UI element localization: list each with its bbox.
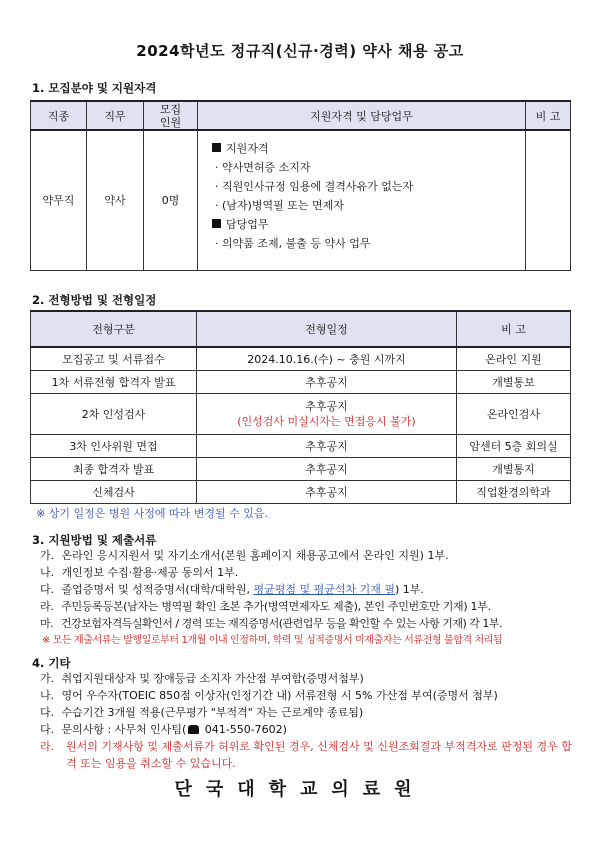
table-row <box>31 458 571 481</box>
item-label: 나. <box>40 566 55 579</box>
item-text: ) 1부. <box>395 583 424 596</box>
item-text: 원서의 기재사항 및 제출서류가 허위로 확인된 경우, 신체검사 및 신원조회결과 부적격자로 판정된 경우 합격 또는 임용을 취소할 수 있습니다. <box>66 740 572 770</box>
remark-cell: 암센터 5층 회의실 <box>457 435 571 458</box>
item-label: 다. <box>40 706 55 719</box>
list-item <box>36 704 576 721</box>
schedule-cell <box>197 394 457 435</box>
item-text: 문의사항 : 사무처 인사팀( <box>61 723 187 736</box>
other-list <box>36 670 576 772</box>
item-text: 주민등록등본(남자는 병역필 확인 초본 추가(병역면제자도 제출), 본인 주민번호만 기재) 1부. <box>61 600 491 613</box>
qual-heading <box>212 139 519 158</box>
schedule-text: 추후공지 <box>305 400 348 413</box>
schedule-cell: 2024.10.16.(수) ~ 충원 시까지 <box>197 347 457 371</box>
item-text: 온라인 응시지원서 및 자기소개서(본원 홈페이지 채용공고에서 온라인 지원) 1부. <box>61 549 449 562</box>
schedule-warning: (인성검사 미실시자는 면접응시 불가) <box>237 415 416 428</box>
item-text: 041-550-7602) <box>201 723 287 736</box>
schedule-cell: 추후공지 <box>197 435 457 458</box>
header-count-label: 모집 인원 <box>159 102 182 129</box>
list-item <box>36 687 576 704</box>
header-duty: 직무 <box>87 101 144 130</box>
item-highlight: 평균평점 및 평균석차 기재 필 <box>253 583 395 596</box>
section2-heading: 2. 전형방법 및 전형일정 <box>32 293 157 307</box>
item-text: 취업지원대상자 및 장애등급 소지자 가산점 부여함(증명서첨부) <box>61 672 364 685</box>
item-label: 가. <box>40 672 55 685</box>
schedule-cell: 추후공지 <box>197 458 457 481</box>
item-text: 수습기간 3개월 적용(근무평가 "부적격" 자는 근로계약 종료됨) <box>61 706 364 719</box>
cell-duty: 약사 <box>87 130 144 270</box>
duty-item: · 의약품 조제, 불출 등 약사 업무 <box>215 237 371 250</box>
stage-cell: 3차 인사위원 면접 <box>31 435 197 458</box>
remark-cell: 온라인 지원 <box>457 347 571 371</box>
section4-heading: 4. 기타 <box>32 656 71 670</box>
list-item <box>36 721 576 738</box>
section1-heading: 1. 모집분야 및 지원자격 <box>32 81 157 95</box>
recruitment-table <box>30 100 571 271</box>
table-row <box>31 435 571 458</box>
stage-cell: 모집공고 및 서류접수 <box>31 347 197 371</box>
cell-job-type: 약무직 <box>31 130 87 270</box>
item-text: 영어 우수자(TOEIC 850점 이상자(인정기간 내) 서류전형 시 5% 가산점 부여(증명서 첨부) <box>61 689 498 702</box>
header-count <box>144 101 198 130</box>
header-job-type: 직종 <box>31 101 87 130</box>
documents-warning: ※ 모든 제출서류는 발행일로부터 1개월 이내 인정하며, 학력 및 성적증명서 미제출자는 서류전형 불합격 처리됨 <box>42 635 503 646</box>
square-bullet-icon <box>212 219 221 228</box>
list-item <box>36 581 576 598</box>
stage-cell: 2차 인성검사 <box>31 394 197 435</box>
cell-note <box>526 130 571 270</box>
header-note: 비 고 <box>526 101 571 130</box>
qual-item: · 약사면허증 소지자 <box>215 161 311 174</box>
list-item <box>36 615 576 632</box>
remark-cell: 개별통보 <box>457 371 571 394</box>
item-text: 건강보험자격득실확인서 / 경력 또는 재직증명서(관련업무 등을 확인할 수 있는 사항 기재) 각 1부. <box>61 617 503 630</box>
header-stage: 전형구분 <box>31 311 197 347</box>
table-row <box>31 394 571 435</box>
schedule-cell: 추후공지 <box>197 371 457 394</box>
header-schedule: 전형일정 <box>197 311 457 347</box>
table-row <box>31 347 571 371</box>
duty-heading <box>212 215 519 234</box>
header-remark: 비 고 <box>457 311 571 347</box>
item-label: 가. <box>40 549 55 562</box>
remark-cell: 직업환경의학과 <box>457 481 571 504</box>
stage-cell: 최종 합격자 발표 <box>31 458 197 481</box>
qual-item: · 직원인사규정 임용에 결격사유가 없는자 <box>215 180 414 193</box>
item-label: 라. <box>40 600 54 613</box>
item-text: 졸업증명서 및 성적증명서(대학/대학원, <box>61 583 254 596</box>
cell-count: 0명 <box>144 130 198 270</box>
qual-item: · (남자)병역필 또는 면제자 <box>215 199 344 212</box>
schedule-table <box>30 310 571 504</box>
section3-heading: 3. 지원방법 및 제출서류 <box>32 533 157 547</box>
schedule-footnote: ※ 상기 일정은 병원 사정에 따라 변경될 수 있음. <box>36 507 268 520</box>
table-row <box>31 481 571 504</box>
stage-cell: 1차 서류전형 합격자 발표 <box>31 371 197 394</box>
table-row <box>31 371 571 394</box>
list-item <box>36 547 576 564</box>
list-item <box>36 738 576 772</box>
qual-title: 지원자격 <box>226 142 269 155</box>
remark-cell: 개별통지 <box>457 458 571 481</box>
hospital-name: 단국대학교의료원 <box>174 779 426 800</box>
item-label: 다. <box>40 583 55 596</box>
cell-qualification <box>198 130 526 270</box>
item-label: 라. <box>40 740 55 753</box>
list-item <box>36 564 576 581</box>
item-label: 마. <box>40 617 54 630</box>
phone-icon <box>188 725 199 734</box>
header-qualification: 지원자격 및 담당업무 <box>198 101 526 130</box>
square-bullet-icon <box>212 143 221 152</box>
item-label: 다. <box>40 723 55 736</box>
item-label: 나. <box>40 689 55 702</box>
duty-title: 담당업무 <box>226 218 269 231</box>
schedule-cell: 추후공지 <box>197 481 457 504</box>
list-item <box>36 670 576 687</box>
item-text: 개인정보 수집·활용·제공 동의서 1부. <box>61 566 239 579</box>
documents-list <box>36 547 576 649</box>
list-item <box>36 598 576 615</box>
page-title: 2024학년도 정규직(신규·경력) 약사 채용 공고 <box>136 42 464 60</box>
remark-cell: 온라인검사 <box>457 394 571 435</box>
stage-cell: 신체검사 <box>31 481 197 504</box>
